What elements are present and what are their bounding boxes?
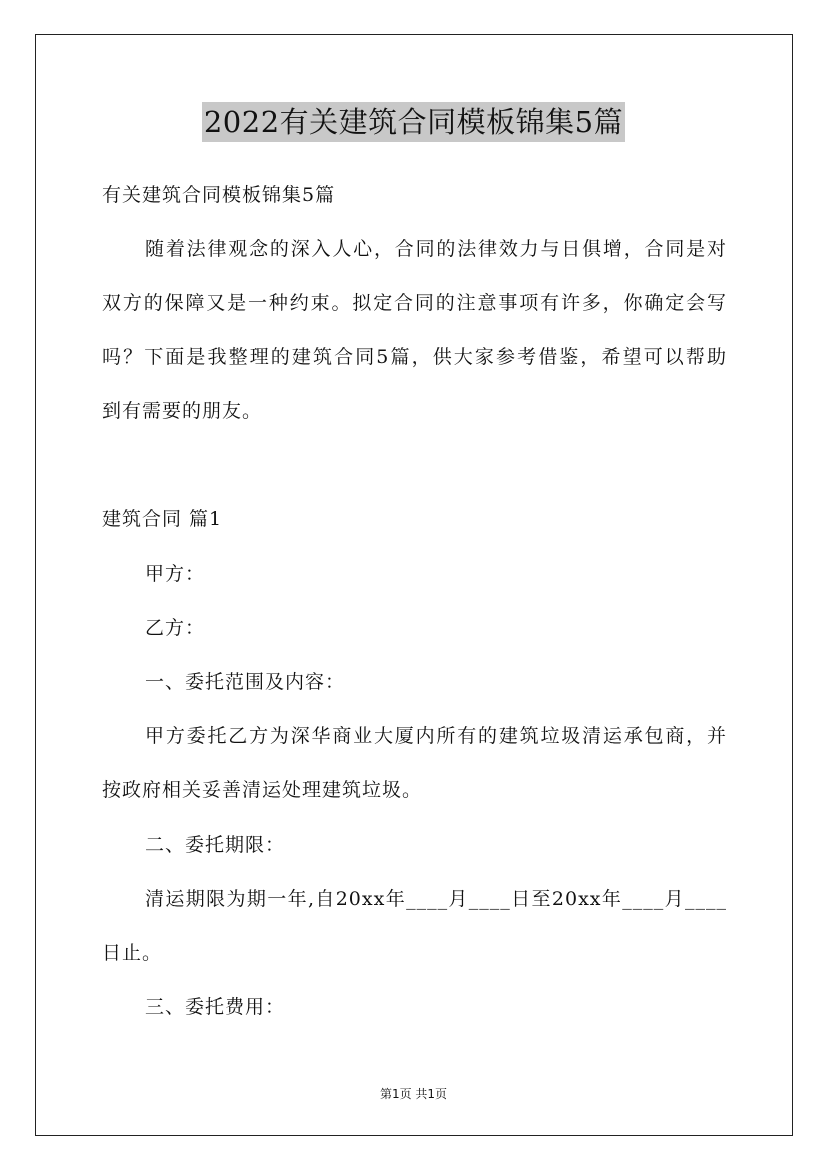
clause-2-line-2: 日止。 (102, 942, 163, 964)
clause-3-heading: 三、委托费用： (145, 996, 286, 1018)
intro-line-1: 随着法律观念的深入人心，合同的法律效力与日俱增，合同是对 (145, 238, 727, 260)
clause-1-heading: 一、委托范围及内容： (145, 671, 346, 693)
clause-1-line-2: 按政府相关妥善清运处理建筑垃圾。 (102, 779, 423, 801)
page-number-footer: 第1页 共1页 (379, 1087, 448, 1101)
party-a-label: 甲方： (145, 563, 206, 585)
clause-2-heading: 二、委托期限： (145, 834, 286, 856)
document-subtitle: 有关建筑合同模板锦集5篇 (102, 184, 336, 206)
intro-line-4: 到有需要的朋友。 (102, 400, 263, 422)
intro-line-2: 双方的保障又是一种约束。拟定合同的注意事项有许多，你确定会写 (102, 292, 727, 314)
party-b-label: 乙方： (145, 617, 206, 639)
clause-2-line-1: 清运期限为期一年,自20xx年____月____日至20xx年____月____ (145, 888, 727, 910)
document-title-container (0, 102, 827, 142)
section-heading: 建筑合同 篇1 (102, 508, 223, 530)
intro-line-3: 吗？下面是我整理的建筑合同5篇，供大家参考借鉴，希望可以帮助 (102, 346, 727, 368)
document-title: 2022有关建筑合同模板锦集5篇 (202, 102, 625, 142)
clause-1-line-1: 甲方委托乙方为深华商业大厦内所有的建筑垃圾清运承包商，并 (145, 725, 727, 747)
